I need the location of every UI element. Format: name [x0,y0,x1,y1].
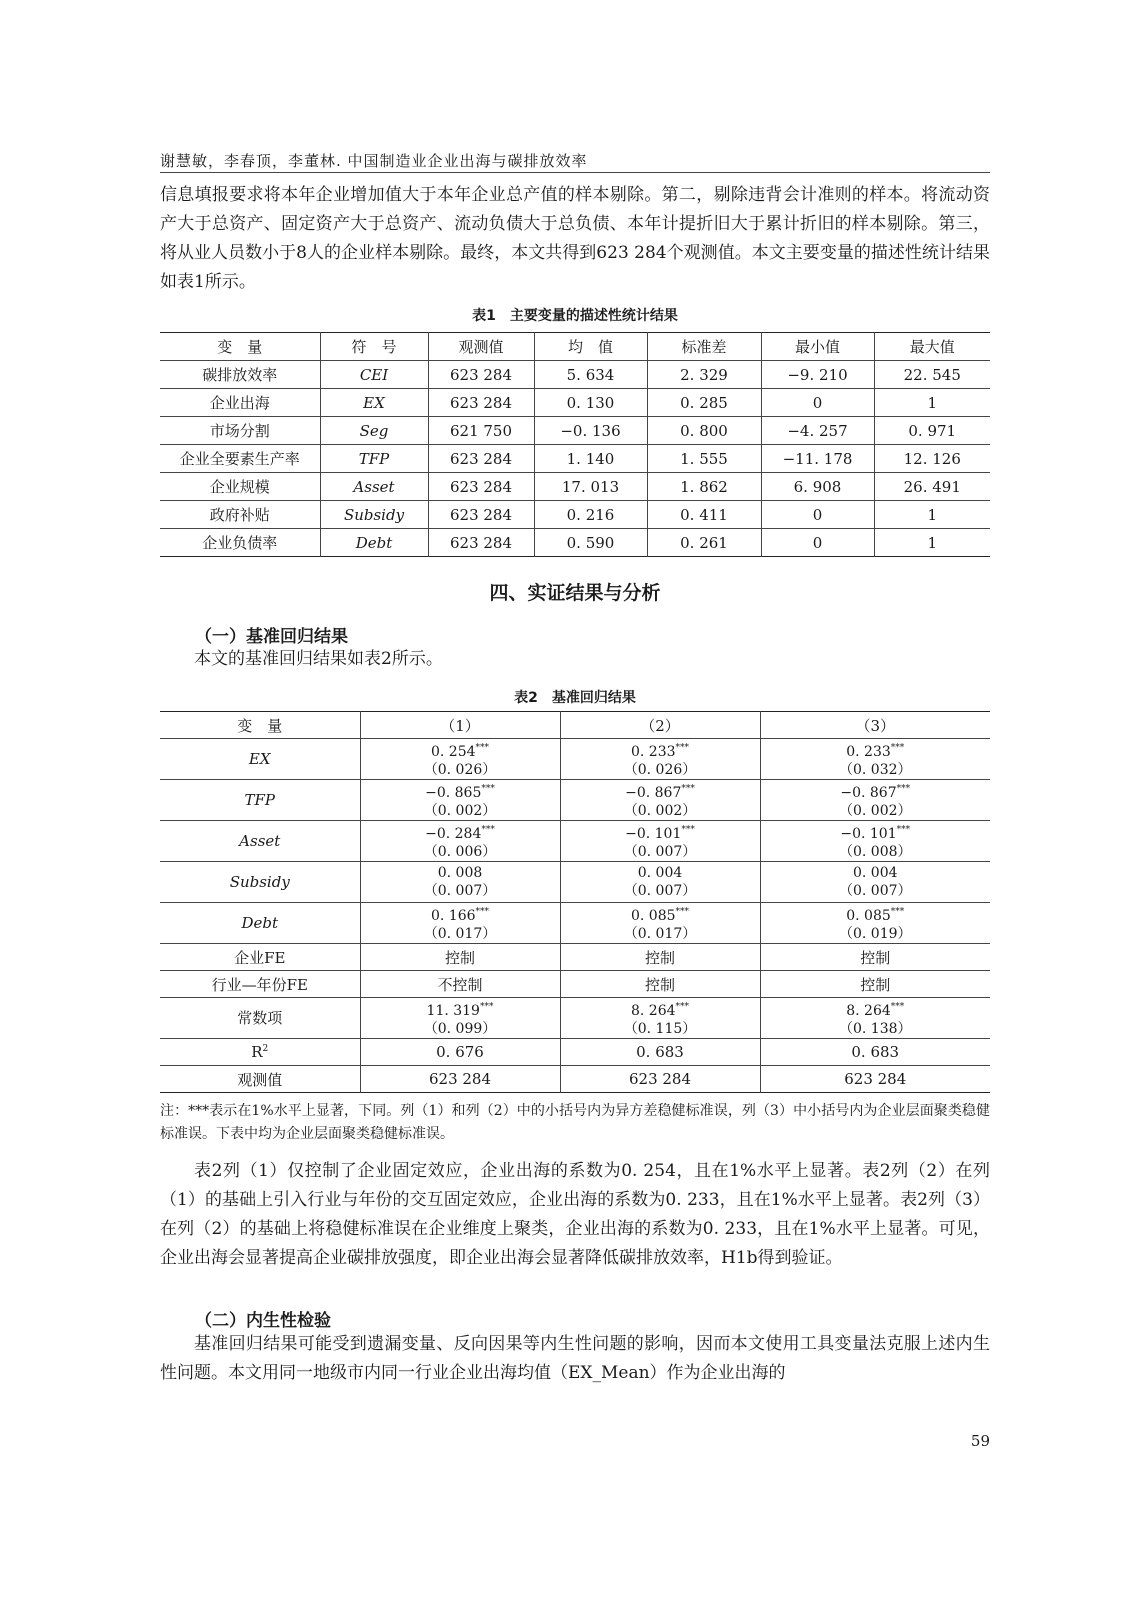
value-cell: 0. 800 [647,417,761,445]
estimate-cell [360,780,560,821]
value-cell: 0. 683 [760,1039,990,1066]
control-cell: 控制 [560,971,760,998]
value-cell: 22. 545 [874,361,990,389]
estimate-cell [760,739,990,780]
standard-error: （0. 002） [623,803,697,819]
variable-cell: Asset [160,821,360,862]
standard-error: （0. 002） [838,803,912,819]
running-head: 谢慧敏，李春顶，李董林. 中国制造业企业出海与碳排放效率 [160,152,588,170]
significance-stars: *** [479,1002,494,1012]
symbol-cell: Seg [320,417,428,445]
table1-header-cell: 最小值 [761,333,874,361]
coefficient: −0. 867 [625,785,682,801]
variable-cell: 企业规模 [160,473,320,501]
coefficient: −0. 101 [840,826,897,842]
standard-error: （0. 007） [423,883,497,899]
estimate-cell [760,821,990,862]
variable-cell: TFP [160,780,360,821]
variable-cell: Debt [160,903,360,944]
coefficient: 0. 008 [437,865,483,881]
symbol-cell: TFP [320,445,428,473]
variable-cell: 政府补贴 [160,501,320,529]
control-cell: 控制 [760,971,990,998]
significance-stars: *** [890,1002,905,1012]
estimate-cell [760,903,990,944]
standard-error: （0. 007） [838,883,912,899]
value-cell: 17. 013 [534,473,647,501]
value-cell: 0 [761,501,874,529]
significance-stars: *** [481,784,495,794]
control-cell: 不控制 [360,971,560,998]
table-row [160,944,990,971]
significance-stars: *** [896,784,911,794]
table-row [160,998,990,1039]
variable-cell [160,1039,360,1066]
table-row [160,417,990,445]
significance-stars: *** [675,907,690,917]
variable-cell: EX [160,739,360,780]
table1-header-cell: 观测值 [428,333,534,361]
coefficient: 0. 085 [630,908,676,924]
standard-error: （0. 138） [838,1021,912,1037]
table-row [160,1039,990,1066]
results-paragraph: 表2列（1）仅控制了企业固定效应，企业出海的系数为0. 254，且在1%水平上显著。表2列（2）在列（1）的基础上引入行业与年份的交互固定效应，企业出海的系数为0. 233，且在1%水平上显著。表2列（3）在列（2）的基础上将稳健标准误在企业维度上聚类，企业出海的系数为0. 233，且在1%水平上显著。可见，企业出海会显著提高企业碳排放强度，即企业出海会显著降低碳排放效率，H1b得到验证。 [160,1161,990,1268]
variable-cell: 企业负债率 [160,529,320,557]
value-cell: 0. 683 [560,1039,760,1066]
standard-error: （0. 007） [623,844,697,860]
standard-error: （0. 032） [838,762,912,778]
standard-error: （0. 007） [623,883,697,899]
table1-header-cell: 均 值 [534,333,647,361]
value-cell: 2. 329 [647,361,761,389]
table-row [160,739,990,780]
coefficient: −0. 284 [425,826,482,842]
table2-header-row [160,712,990,739]
coefficient: 0. 166 [430,908,476,924]
value-cell: 1. 555 [647,445,761,473]
page-number: 59 [970,1432,990,1450]
coefficient: 8. 264 [846,1003,891,1019]
value-cell: 1. 862 [647,473,761,501]
subsection-title-endogeneity: （二）内生性检验 [195,1311,331,1331]
r-squared-superscript: 2 [262,1044,269,1054]
table-row [160,903,990,944]
table2-note: 注：***表示在1%水平上显著，下同。列（1）和列（2）中的小括号内为异方差稳健标准误，列（3）中小括号内为企业层面聚类稳健标准误。下表中均为企业层面聚类稳健标准误。 [160,1103,990,1142]
variable-cell: 常数项 [160,998,360,1039]
value-cell: 0. 130 [534,389,647,417]
value-cell: 1 [874,389,990,417]
estimate-cell [560,821,760,862]
variable-cell: 观测值 [160,1066,360,1093]
significance-stars: *** [890,907,905,917]
table-row [160,473,990,501]
coefficient: −0. 867 [840,785,897,801]
significance-stars: *** [896,825,911,835]
baseline-intro-text: 本文的基准回归结果如表2所示。 [194,649,443,669]
estimate-cell [560,998,760,1039]
coefficient: 0. 085 [846,908,891,924]
symbol-cell: Debt [320,529,428,557]
table-row [160,445,990,473]
estimate-cell [360,998,560,1039]
value-cell: 623 284 [428,473,534,501]
coefficient: 8. 264 [630,1003,676,1019]
estimate-cell [560,780,760,821]
standard-error: （0. 006） [423,844,497,860]
value-cell: 623 284 [560,1066,760,1093]
variable-cell: 企业全要素生产率 [160,445,320,473]
estimate-cell [360,739,560,780]
value-cell: 0. 590 [534,529,647,557]
table2-caption: 表2 基准回归结果 [514,690,636,706]
control-cell: 控制 [360,944,560,971]
estimate-cell [360,862,560,903]
value-cell: 0. 216 [534,501,647,529]
value-cell: 623 284 [360,1066,560,1093]
table1-header-cell: 最大值 [874,333,990,361]
variable-cell: Subsidy [160,862,360,903]
baseline-regression-table [160,711,990,1093]
table-row [160,780,990,821]
value-cell: 0 [761,389,874,417]
table2-header-cell: （1） [360,712,560,739]
endogeneity-paragraph: 基准回归结果可能受到遗漏变量、反向因果等内生性问题的影响，因而本文使用工具变量法克服上述内生性问题。本文用同一地级市内同一行业企业出海均值（EX_Mean）作为企业出海的 [160,1334,990,1383]
symbol-cell: Subsidy [320,501,428,529]
value-cell: 623 284 [428,445,534,473]
significance-stars: *** [681,784,695,794]
symbol-cell: CEI [320,361,428,389]
value-cell: 621 750 [428,417,534,445]
value-cell: 0. 676 [360,1039,560,1066]
standard-error: （0. 099） [423,1021,497,1037]
significance-stars: *** [481,825,495,835]
table1-header-cell: 标准差 [647,333,761,361]
estimate-cell [360,821,560,862]
variable-cell: 碳排放效率 [160,361,320,389]
estimate-cell [360,903,560,944]
value-cell: 623 284 [428,501,534,529]
control-cell: 控制 [760,944,990,971]
coefficient: 11. 319 [426,1003,480,1019]
value-cell: 1. 140 [534,445,647,473]
variable-cell: 行业—年份FE [160,971,360,998]
standard-error: （0. 115） [623,1021,697,1037]
value-cell: −0. 136 [534,417,647,445]
value-cell: −4. 257 [761,417,874,445]
value-cell: 623 284 [428,389,534,417]
coefficient: 0. 004 [852,865,898,881]
significance-stars: *** [890,743,905,753]
header-rule [160,172,990,173]
estimate-cell [560,739,760,780]
coefficient: 0. 233 [630,744,676,760]
coefficient: 0. 254 [430,744,476,760]
paper-page [160,0,990,1600]
coefficient: 0. 233 [846,744,891,760]
standard-error: （0. 008） [838,844,912,860]
standard-error: （0. 017） [423,926,497,942]
table2-header-cell: （3） [760,712,990,739]
table1-header-cell: 变 量 [160,333,320,361]
value-cell: 26. 491 [874,473,990,501]
estimate-cell [560,862,760,903]
variable-cell: 企业出海 [160,389,320,417]
significance-stars: *** [475,907,490,917]
significance-stars: *** [675,1002,690,1012]
significance-stars: *** [681,825,695,835]
significance-stars: *** [675,743,690,753]
standard-error: （0. 002） [423,803,497,819]
table-row [160,389,990,417]
estimate-cell [760,780,990,821]
coefficient: −0. 101 [625,826,682,842]
coefficient: −0. 865 [425,785,482,801]
estimate-cell [760,998,990,1039]
symbol-cell: EX [320,389,428,417]
variable-cell: 市场分割 [160,417,320,445]
control-cell: 控制 [560,944,760,971]
table-row [160,529,990,557]
value-cell: 0. 285 [647,389,761,417]
value-cell: 6. 908 [761,473,874,501]
value-cell: 623 284 [428,361,534,389]
value-cell: 0. 971 [874,417,990,445]
table1-header-cell: 符 号 [320,333,428,361]
value-cell: 623 284 [428,529,534,557]
subsection-title-baseline: （一）基准回归结果 [195,627,348,647]
significance-stars: *** [475,743,490,753]
standard-error: （0. 026） [623,762,697,778]
standard-error: （0. 026） [423,762,497,778]
standard-error: （0. 017） [623,926,697,942]
value-cell: 1 [874,529,990,557]
descriptive-stats-table [160,332,990,557]
variable-cell: 企业FE [160,944,360,971]
symbol-cell: Asset [320,473,428,501]
table-row [160,1066,990,1093]
section-title: 四、实证结果与分析 [489,582,661,604]
value-cell: 1 [874,501,990,529]
value-cell: 5. 634 [534,361,647,389]
value-cell: 0. 261 [647,529,761,557]
value-cell: −9. 210 [761,361,874,389]
r-squared-label: R [251,1043,263,1061]
table2-header-cell: （2） [560,712,760,739]
table-row [160,971,990,998]
estimate-cell [760,862,990,903]
value-cell: −11. 178 [761,445,874,473]
table-row [160,862,990,903]
value-cell: 12. 126 [874,445,990,473]
standard-error: （0. 019） [838,926,912,942]
table-row [160,821,990,862]
table-row [160,361,990,389]
value-cell: 623 284 [760,1066,990,1093]
table-row [160,501,990,529]
table1-caption: 表1 主要变量的描述性统计结果 [472,308,678,324]
value-cell: 0 [761,529,874,557]
table1-header-row [160,333,990,361]
coefficient: 0. 004 [637,865,683,881]
table2-header-cell: 变 量 [160,712,360,739]
intro-paragraph: 信息填报要求将本年企业增加值大于本年企业总产值的样本剔除。第二，剔除违背会计准则的样本。将流动资产大于总资产、固定资产大于总资产、流动负债大于总负债、本年计提折旧大于累计折旧的样本剔除。第三，将从业人员数小于8人的企业样本剔除。最终，本文共得到623 284个观测值。本文主要变量的描述性统计结果如表1所示。 [160,185,990,292]
estimate-cell [560,903,760,944]
value-cell: 0. 411 [647,501,761,529]
